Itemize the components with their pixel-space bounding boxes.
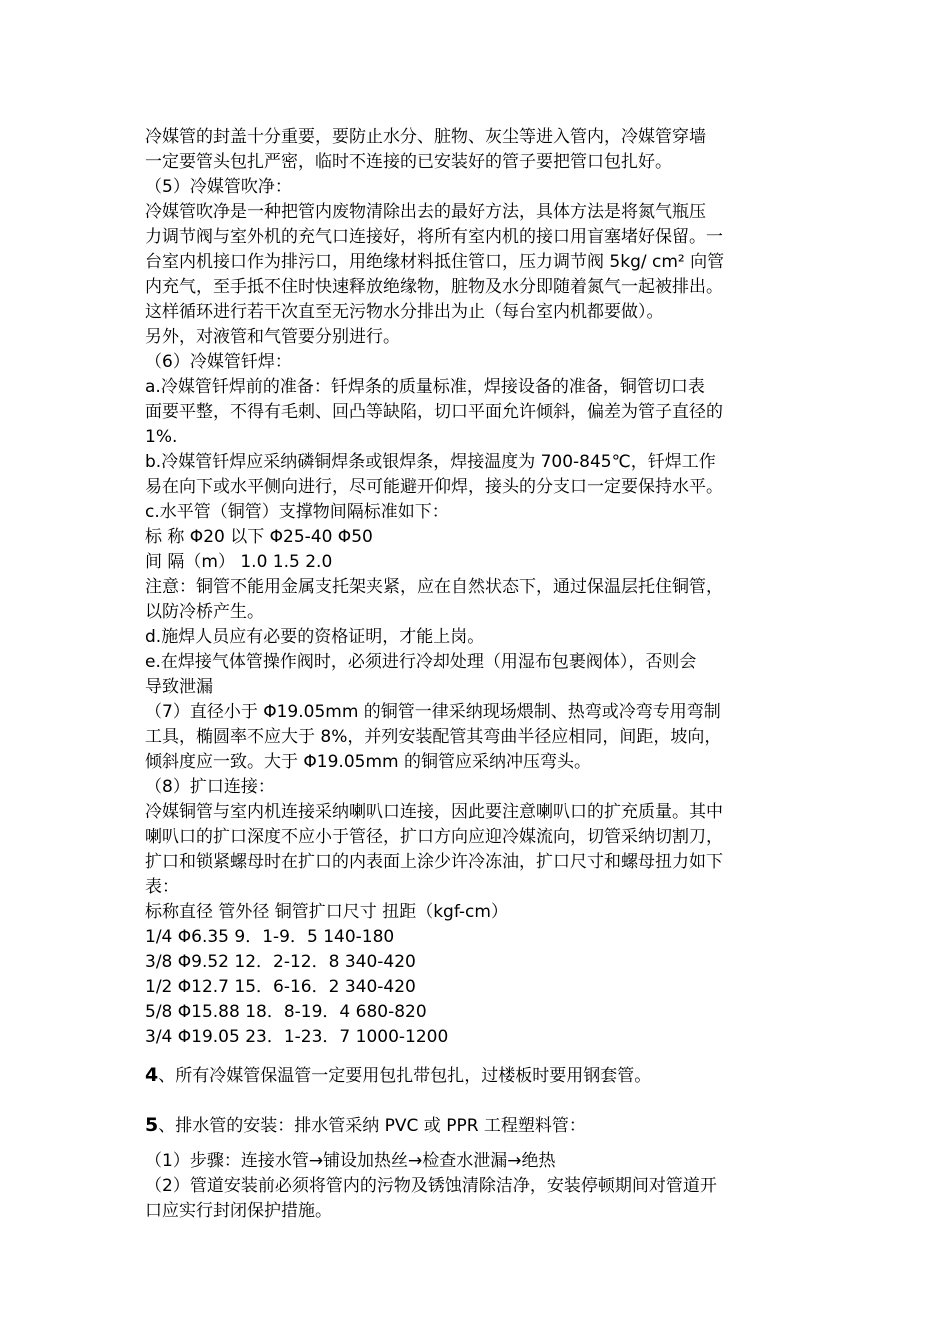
text-line: （2）管道安装前必须将管内的污物及锈蚀清除洁净，安装停顿期间对管道开 xyxy=(145,1176,717,1196)
text-line: 口应实行封闭保护措施。 xyxy=(145,1201,332,1221)
heading-4 xyxy=(145,1063,825,1088)
flare-table-row: 5/8 Φ15.88 18．8-19．4 680-820 xyxy=(145,1002,427,1022)
text-line: 注意：铜管不能用金属支托架夹紧，应在自然状态下，通过保温层托住铜管， xyxy=(145,577,723,597)
section-heading: （7）直径小于 Φ19.05mm 的铜管一律采纳现场煨制、热弯或冷弯专用弯制 xyxy=(145,702,721,722)
heading-text: 、所有冷媒管保温管一定要用包扎带包扎，过楼板时要用钢套管。 xyxy=(158,1066,652,1086)
heading-number: 4 xyxy=(145,1064,159,1086)
text-line: 冷媒管吹净是一种把管内废物清除出去的最好方法，具体方法是将氮气瓶压 xyxy=(145,202,706,222)
spacing-table-row: 间 隔（m） 1.0 1.5 2.0 xyxy=(145,552,333,572)
section-heading: （8）扩口连接： xyxy=(145,777,275,797)
text-line: 这样循环进行若干次直至无污物水分排出为止（每台室内机都要做）。 xyxy=(145,302,664,322)
text-line: 台室内机接口作为排污口，用绝缘材料抵住管口，压力调节阀 5kg/ cm² 向管 xyxy=(145,252,725,272)
text-line: 面要平整，不得有毛刺、回凸等缺陷，切口平面允许倾斜，偏差为管子直径的 xyxy=(145,402,723,422)
text-line: 扩口和锁紧螺母时在扩口的内表面上涂少许冷冻油，扩口尺寸和螺母扭力如下 xyxy=(145,852,723,872)
text-line: 表： xyxy=(145,877,179,897)
section-heading: （5）冷媒管吹净： xyxy=(145,177,292,197)
heading-5 xyxy=(145,1113,825,1138)
text-line: 冷媒铜管与室内机连接采纳喇叭口连接，因此要注意喇叭口的扩充质量。其中 xyxy=(145,802,723,822)
heading-number: 5 xyxy=(145,1114,159,1136)
text-line: 另外，对液管和气管要分别进行。 xyxy=(145,327,400,347)
flare-table-header: 标称直径 管外径 铜管扩口尺寸 扭距（kgf-cm） xyxy=(145,902,508,922)
text-line: e.在焊接气体管操作阀时，必须进行冷却处理（用湿布包裹阀体），否则会 xyxy=(145,652,697,672)
text-line: 冷媒管的封盖十分重要，要防止水分、脏物、灰尘等进入管内，冷媒管穿墙 xyxy=(145,127,706,147)
text-line: 工具，椭圆率不应大于 8%，并列安装配管其弯曲半径应相同，间距，坡向， xyxy=(145,727,722,747)
text-line: c.水平管（铜管）支撑物间隔标准如下： xyxy=(145,502,449,522)
flare-table-row: 3/4 Φ19.05 23．1-23．7 1000-1200 xyxy=(145,1027,449,1047)
text-line: d.施焊人员应有必要的资格证明，才能上岗。 xyxy=(145,627,485,647)
text-line: a.冷媒管钎焊前的准备：钎焊条的质量标准，焊接设备的准备，铜管切口表 xyxy=(145,377,705,397)
text-line: 以防冷桥产生。 xyxy=(145,602,264,622)
text-line: （1）步骤：连接水管→铺设加热丝→检查水泄漏→绝热 xyxy=(145,1151,556,1171)
flare-table-row: 3/8 Φ9.52 12．2-12．8 340-420 xyxy=(145,952,416,972)
section-heading: （6）冷媒管钎焊： xyxy=(145,352,292,372)
text-line: 倾斜度应一致。大于 Φ19.05mm 的铜管应采纳冲压弯头。 xyxy=(145,752,591,772)
text-line: 易在向下或水平侧向进行，尽可能避开仰焊，接头的分支口一定要保持水平。 xyxy=(145,477,723,497)
text-line: 一定要管头包扎严密，临时不连接的已安装好的管子要把管口包扎好。 xyxy=(145,152,672,172)
text-line: 导致泄漏 xyxy=(145,677,213,697)
text-line: b.冷媒管钎焊应采纳磷铜焊条或银焊条，焊接温度为 700-845℃，钎焊工作 xyxy=(145,452,716,472)
flare-table-row: 1/4 Φ6.35 9．1-9．5 140-180 xyxy=(145,927,395,947)
flare-table-row: 1/2 Φ12.7 15．6-16．2 340-420 xyxy=(145,977,416,997)
text-line: 力调节阀与室外机的充气口连接好，将所有室内机的接口用盲塞堵好保留。一 xyxy=(145,227,723,247)
text-line: 喇叭口的扩口深度不应小于管径，扩口方向应迎冷媒流向，切管采纳切割刀， xyxy=(145,827,723,847)
text-line: 内充气，至手抵不住时快速释放绝缘物，脏物及水分即随着氮气一起被排出。 xyxy=(145,277,723,297)
spacing-table-row: 标 称 Φ20 以下 Φ25-40 Φ50 xyxy=(145,527,373,547)
heading-text: 、排水管的安装：排水管采纳 PVC 或 PPR 工程塑料管： xyxy=(158,1116,586,1136)
text-line: 1%. xyxy=(145,427,178,447)
